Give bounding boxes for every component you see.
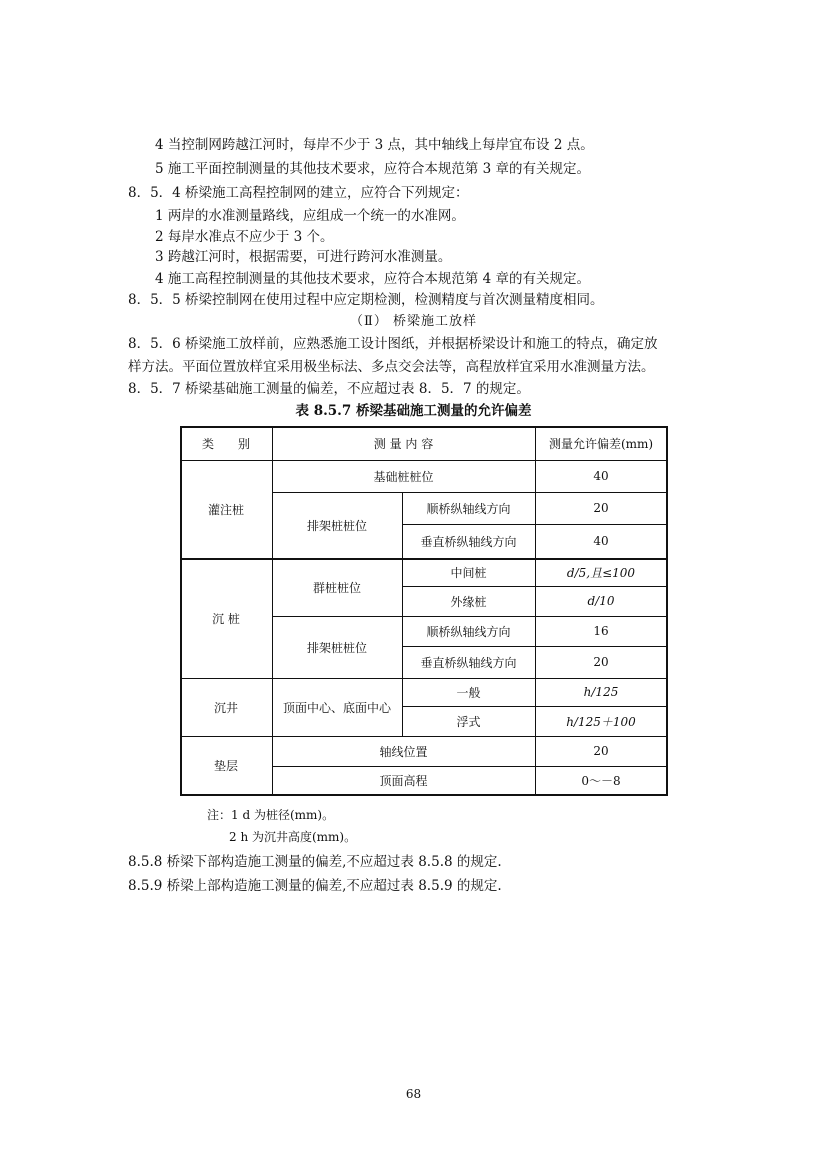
header-category: 类 别 bbox=[201, 436, 250, 451]
clause-heading: 8.5.9 桥梁上部构造施工测量的偏差,不应超过表 8.5.9 的规定. bbox=[128, 878, 502, 894]
paragraph: 4 施工高程控制测量的其他技术要求，应符合本规范第 4 章的有关规定。 bbox=[155, 271, 591, 287]
value-cell: 20 bbox=[593, 501, 609, 515]
table-note: 2 h 为沉井高度(mm)。 bbox=[229, 830, 357, 844]
content-cell: 基础桩桩位 bbox=[373, 469, 434, 484]
table-rule bbox=[180, 794, 668, 796]
content-cell: 顶面中心、底面中心 bbox=[282, 700, 391, 715]
category-cell: 沉井 bbox=[213, 700, 238, 715]
value-cell: d/5,且≤100 bbox=[566, 565, 636, 580]
paragraph: 3 跨越江河时，根据需要，可进行跨河水准测量。 bbox=[155, 249, 452, 265]
value-cell: h/125 bbox=[583, 685, 619, 699]
value-cell: 40 bbox=[593, 534, 609, 548]
content-cell: 排架桩桩位 bbox=[306, 518, 367, 533]
content-cell: 顶面高程 bbox=[379, 773, 428, 788]
clause-heading: 8．5．5 桥梁控制网在使用过程中应定期检测，检测精度与首次测量精度相同。 bbox=[128, 292, 604, 308]
value-cell: 40 bbox=[593, 469, 609, 483]
value-cell: d/10 bbox=[587, 594, 615, 608]
content-cell: 顺桥纵轴线方向 bbox=[426, 501, 511, 516]
clause-heading: 8．5．7 桥梁基础施工测量的偏差，不应超过表 8．5．7 的规定。 bbox=[128, 381, 530, 397]
content-cell: 中间桩 bbox=[450, 565, 487, 580]
content-cell: 排架桩桩位 bbox=[306, 640, 367, 655]
clause-heading: 8．5．6 桥梁施工放样前，应熟悉施工设计图纸，并根据桥梁设计和施工的特点，确定放 bbox=[128, 336, 658, 352]
content-cell: 顺桥纵轴线方向 bbox=[426, 624, 511, 639]
value-cell: h/125＋100 bbox=[566, 714, 636, 729]
category-cell: 沉 桩 bbox=[212, 611, 240, 626]
table-title: 表 8.5.7 桥梁基础施工测量的允许偏差 bbox=[295, 403, 532, 419]
content-cell: 外缘桩 bbox=[450, 594, 487, 609]
clause-heading: 8.5.8 桥梁下部构造施工测量的偏差,不应超过表 8.5.8 的规定. bbox=[128, 854, 502, 870]
category-cell: 垫层 bbox=[213, 758, 238, 773]
paragraph: 样方法。平面位置放样宜采用极坐标法、多点交会法等，高程放样宜采用水准测量方法。 bbox=[128, 359, 655, 375]
paragraph: 4 当控制网跨越江河时，每岸不少于 3 点，其中轴线上每岸宜布设 2 点。 bbox=[155, 137, 594, 153]
table-note: 注：1 d 为桩径(mm)。 bbox=[207, 808, 335, 822]
paragraph: 5 施工平面控制测量的其他技术要求，应符合本规范第 3 章的有关规定。 bbox=[155, 161, 591, 177]
clause-heading: 8．5．4 桥梁施工高程控制网的建立，应符合下列规定： bbox=[128, 185, 469, 201]
content-cell: 群桩桩位 bbox=[312, 580, 361, 595]
value-cell: 20 bbox=[593, 744, 609, 758]
paragraph: 1 两岸的水准测量路线，应组成一个统一的水准网。 bbox=[155, 208, 465, 224]
value-cell: 20 bbox=[593, 655, 609, 669]
content-cell: 垂直桥纵轴线方向 bbox=[420, 655, 517, 670]
category-cell: 灌注桩 bbox=[207, 502, 244, 517]
section-title: （Ⅱ） 桥梁施工放样 bbox=[350, 314, 477, 329]
paragraph: 2 每岸水准点不应少于 3 个。 bbox=[155, 229, 334, 245]
header-tolerance: 测量允许偏差(mm) bbox=[548, 436, 654, 451]
header-content: 测 量 内 容 bbox=[373, 436, 434, 451]
tolerance-table bbox=[180, 426, 668, 796]
page-number: 68 bbox=[405, 1087, 422, 1101]
content-cell: 垂直桥纵轴线方向 bbox=[420, 534, 517, 549]
content-cell: 轴线位置 bbox=[379, 744, 428, 759]
value-cell: 0～－8 bbox=[581, 773, 621, 788]
content-cell: 一般 bbox=[456, 685, 481, 700]
content-cell: 浮式 bbox=[456, 714, 481, 729]
value-cell: 16 bbox=[593, 624, 609, 638]
